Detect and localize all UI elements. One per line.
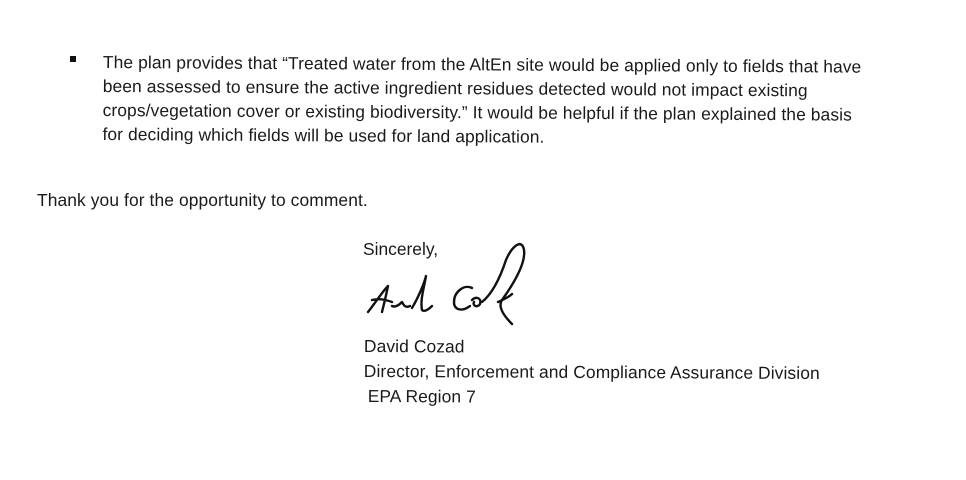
- signer-block: [364, 334, 884, 411]
- bullet-text: The plan provides that “Treated water from the AltEn site would be applied only to fields that have been assessed to ensure the active ingredient residues detected would not impact existing crops/vegetation cover or existing biodiversity.” It would be helpful if the plan explained the basis for deciding which fields will be used for land application.: [102, 51, 862, 147]
- signature-icon: [362, 228, 532, 333]
- signer-organization: EPA Region 7: [367, 386, 476, 407]
- valediction: Sincerely,: [363, 239, 439, 259]
- signer-name: David Cozad: [363, 335, 465, 357]
- thank-you-line: Thank you for the opportunity to comment.: [37, 190, 368, 210]
- signer-title: Director, Enforcement and Compliance Assurance Division: [363, 360, 820, 383]
- square-bullet-icon: [70, 56, 76, 62]
